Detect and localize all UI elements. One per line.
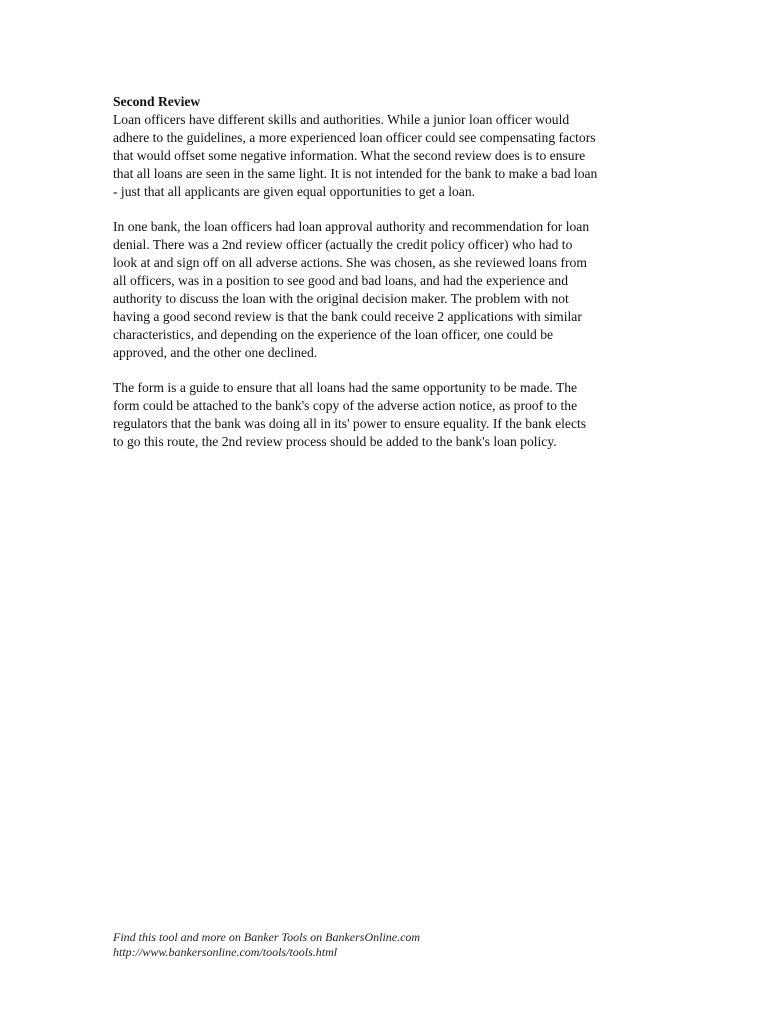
document-body: [113, 93, 661, 468]
page-footer: [113, 930, 420, 960]
section-heading: Second Review: [113, 94, 201, 109]
footer-promo-text: Find this tool and more on Banker Tools on BankersOnline.com: [113, 930, 421, 944]
paragraph-1: Loan officers have different skills and authorities. While a junior loan officer would adhere to the guidelines, a more experienced loan officer could see compensating factors that would offset some negative information. What the second review does is to ensure that all loans are seen in the same light. It is not intended for the bank to make a bad loan - just that all applicants are given equal opportunities to get a loan.: [113, 112, 598, 199]
paragraph-2: In one bank, the loan officers had loan approval authority and recommendation for loan denial. There was a 2nd review officer (actually the credit policy officer) who had to look at and sign off on all adverse actions. She was chosen, as she reviewed loans from all officers, was in a position to see good and bad loans, and had the experience and authority to discuss the loan with the original decision maker. The problem with not having a good second review is that the bank could receive 2 applications with similar characteristics, and depending on the experience of the loan officer, one could be approved, and the other one declined.: [113, 219, 590, 360]
paragraph-3: The form is a guide to ensure that all loans had the same opportunity to be made. The form could be attached to the bank's copy of the adverse action notice, as proof to the regulators that the bank was doing all in its' power to ensure equality. If the bank elects to go this route, the 2nd review process should be added to the bank's loan policy.: [113, 380, 587, 449]
footer-url: http://www.bankersonline.com/tools/tools.html: [113, 945, 338, 959]
